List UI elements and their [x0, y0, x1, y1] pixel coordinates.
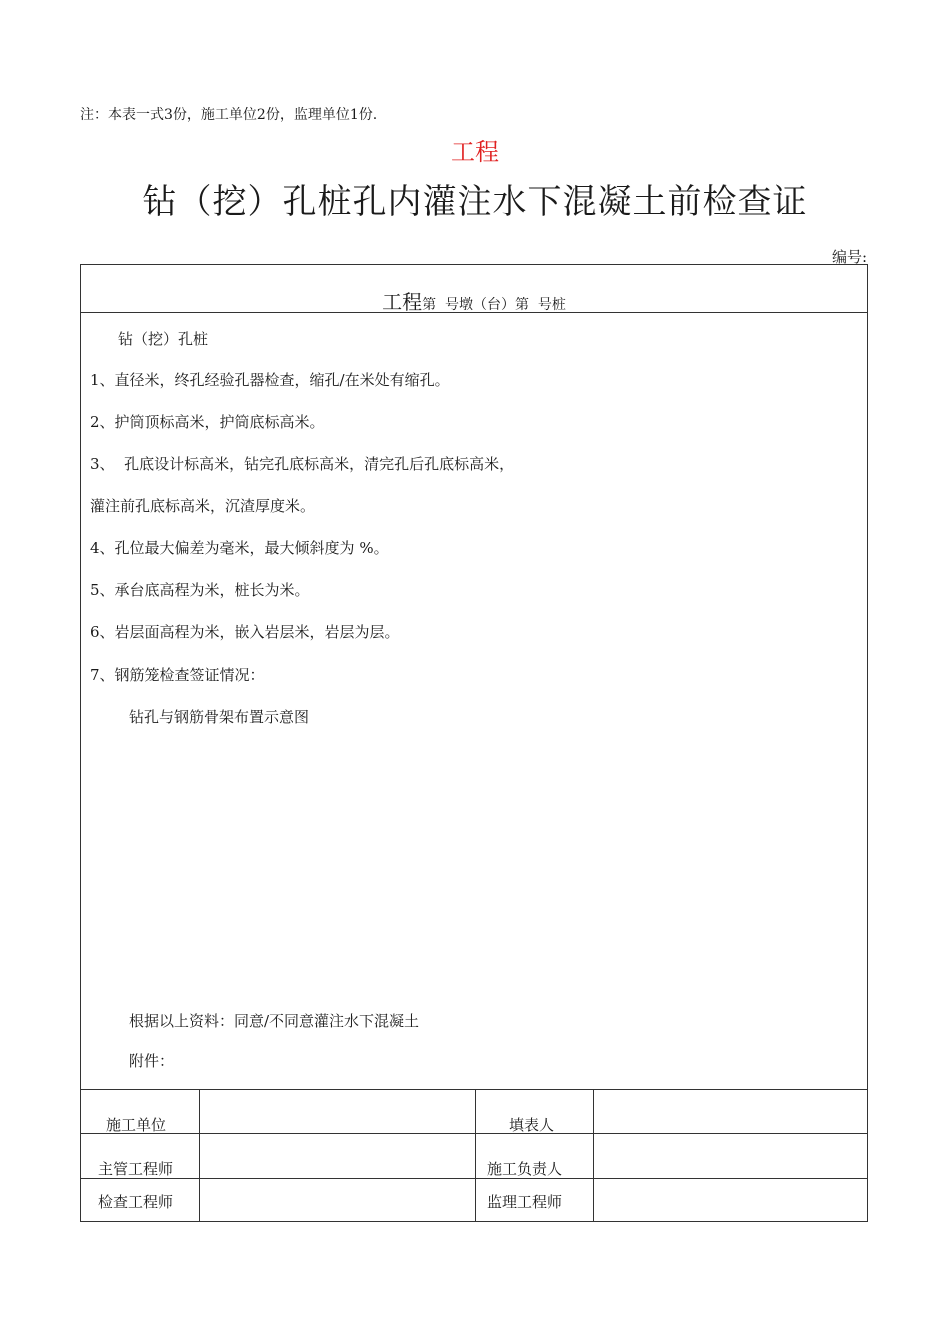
- page-title: 钻（挖）孔桩孔内灌注水下混凝土前检查证: [142, 182, 808, 222]
- subhead-project: 工程: [382, 290, 423, 314]
- attachment-label: 附件：: [129, 1052, 175, 1070]
- signature-col-divider-2: [475, 1089, 476, 1222]
- item-1: 1、直径米，终孔经验孔器检查，缩孔/在米处有缩孔。: [90, 371, 450, 389]
- construction-unit-label: 施工单位: [106, 1116, 167, 1134]
- inspection-engineer-label: 检查工程师: [98, 1193, 174, 1211]
- construction-lead-label: 施工负责人: [487, 1160, 563, 1178]
- item-2: 2、护筒顶标高米，护筒底标高米。: [90, 413, 325, 431]
- serial-number-label: 编号:: [832, 248, 868, 266]
- supervision-engineer-label: 监理工程师: [487, 1193, 563, 1211]
- signature-col-divider-3: [593, 1089, 594, 1222]
- pile-identifier: [80, 286, 868, 315]
- item-3: 3、 孔底设计标高米，钻完孔底标高米，清完孔后孔底标高米，: [90, 455, 515, 473]
- item-6: 6、岩层面高程为米，嵌入岩层米，岩层为层。: [90, 623, 400, 641]
- diagram-label: 钻孔与钢筋骨架布置示意图: [129, 708, 310, 726]
- signature-col-divider-1: [199, 1089, 200, 1222]
- item-3-continued: 灌注前孔底标高米，沉渣厚度米。: [90, 497, 316, 515]
- item-5: 5、承台底高程为米，桩长为米。: [90, 581, 310, 599]
- subhead-pier-pile: 第 号墩（台）第 号桩: [422, 297, 566, 313]
- chief-engineer-label: 主管工程师: [98, 1160, 174, 1178]
- form-filler-label: 填表人: [509, 1116, 555, 1134]
- item-4: 4、孔位最大偏差为毫米，最大倾斜度为 %。: [90, 539, 389, 557]
- project-label: 工程: [451, 138, 499, 166]
- footnote: 注：本表一式3份，施工单位2份，监理单位1份.: [80, 107, 378, 123]
- form-table: [80, 264, 868, 1222]
- conclusion-text: 根据以上资料：同意/不同意灌注水下混凝土: [129, 1012, 420, 1030]
- pile-type: 钻（挖）孔桩: [118, 330, 209, 348]
- item-7: 7、钢筋笼检查签证情况：: [90, 666, 265, 684]
